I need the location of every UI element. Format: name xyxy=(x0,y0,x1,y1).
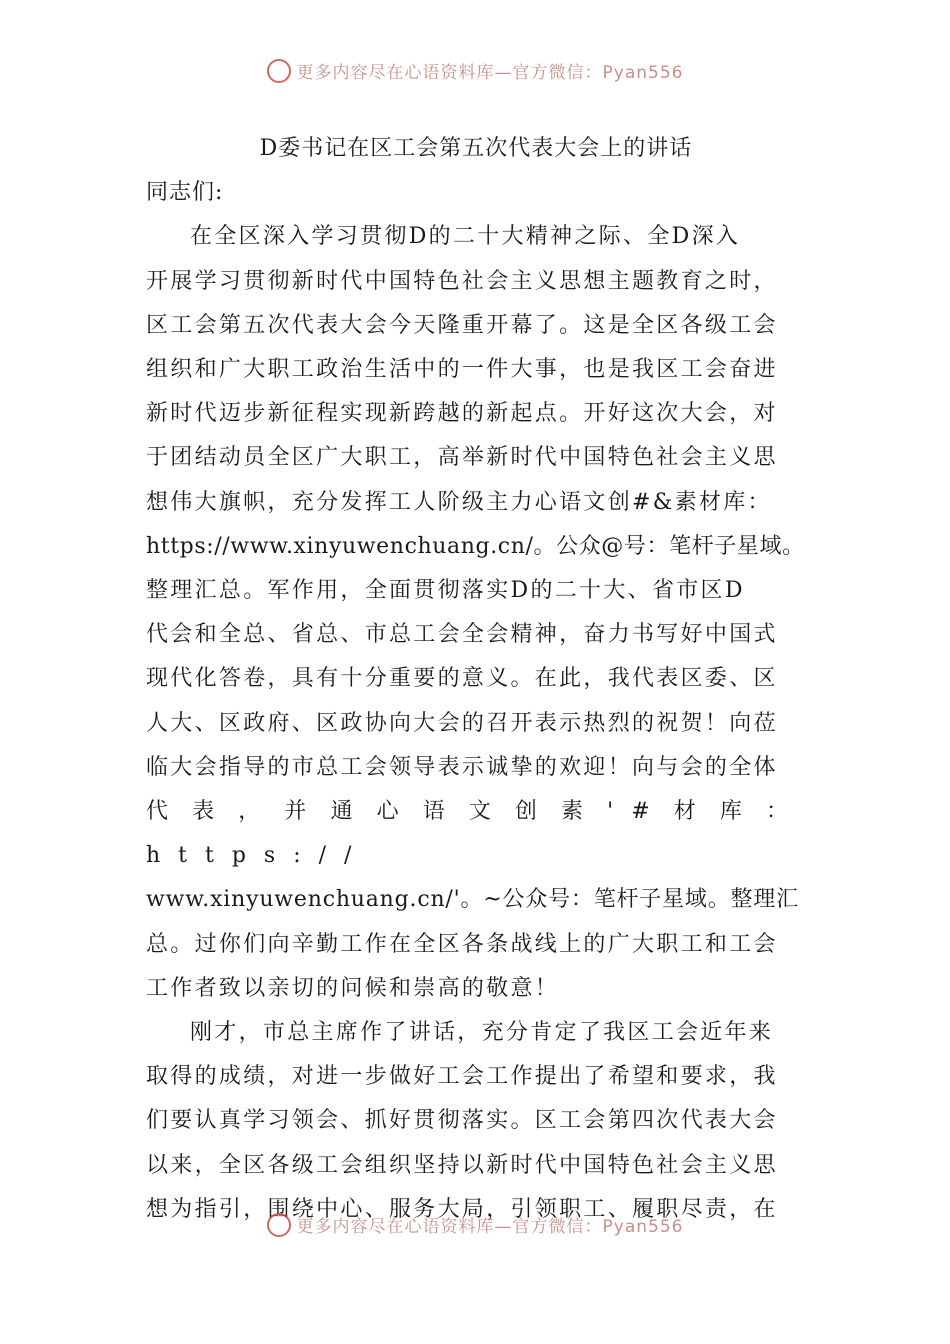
paragraph-line: 代表，并通心语文创素'#材库：https:// xyxy=(146,799,806,869)
paragraph-line: https://www.xinyuwenchuang.cn/。公众@号：笔杆子星域。 xyxy=(146,533,805,559)
header-watermark-text: 更多内容尽在心语资料库—官方微信：Pyan556 xyxy=(296,63,684,83)
paragraph-line: 新时代迈步新征程实现新跨越的新起点。开好这次大会，对 xyxy=(146,401,778,427)
paragraph-line: 想为指引，围绕中心、服务大局，引领职工、履职尽责，在 xyxy=(146,1196,778,1222)
document-body xyxy=(146,127,806,1232)
salutation: 同志们: xyxy=(146,180,224,206)
footer-watermark-text: 更多内容尽在心语资料库—官方微信：Pyan556 xyxy=(296,1217,684,1237)
paragraph-1 xyxy=(146,215,806,1011)
paragraph-line: 区工会第五次代表大会今天隆重开幕了。这是全区各级工会 xyxy=(146,312,778,338)
footer-watermark xyxy=(0,1212,950,1239)
paragraph-line: 现代化答卷，具有十分重要的意义。在此，我代表区委、区 xyxy=(146,666,778,692)
watermark-logo-icon xyxy=(267,1213,291,1237)
paragraph-line: 于团结动员全区广大职工，高举新时代中国特色社会主义思 xyxy=(146,445,778,471)
paragraph-2 xyxy=(146,1011,806,1232)
document-title: D委书记在区工会第五次代表大会上的讲话 xyxy=(259,136,693,161)
paragraph-line: 组织和广大职工政治生活中的一件大事，也是我区工会奋进 xyxy=(146,357,778,383)
paragraph-line: 代会和全总、省总、市总工会全会精神，奋力书写好中国式 xyxy=(146,622,778,648)
paragraph-line: 在全区深入学习贯彻D的二十大精神之际、全D深入 xyxy=(190,224,741,250)
paragraph-line: 以来，全区各级工会组织坚持以新时代中国特色社会主义思 xyxy=(146,1152,778,1178)
paragraph-line: 总。过你们向辛勤工作在全区各条战线上的广大职工和工会 xyxy=(146,931,778,957)
header-watermark xyxy=(0,58,950,85)
paragraph-line: 工作者致以亲切的问候和崇高的敬意！ xyxy=(146,975,560,1001)
watermark-logo-icon xyxy=(267,59,291,83)
paragraph-line: www.xinyuwenchuang.cn/'。~公众号：笔杆子星域。整理汇 xyxy=(146,887,799,913)
paragraph-line: 开展学习贯彻新时代中国特色社会主义思想主题教育之时， xyxy=(146,268,778,294)
paragraph-line: 刚才，市总主席作了讲话，充分肯定了我区工会近年来 xyxy=(190,1020,774,1046)
paragraph-line: 想伟大旗帜，充分发挥工人阶级主力心语文创#&素材库： xyxy=(146,489,772,515)
paragraph-line: 整理汇总。军作用，全面贯彻落实D的二十大、省市区D xyxy=(146,578,745,604)
paragraph-line: 人大、区政府、区政协向大会的召开表示热烈的祝贺！向莅 xyxy=(146,710,778,736)
paragraph-line: 临大会指导的市总工会领导表示诚挚的欢迎！向与会的全体 xyxy=(146,754,778,780)
paragraph-line: 们要认真学习领会、抓好贯彻落实。区工会第四次代表大会 xyxy=(146,1108,778,1134)
paragraph-line: 取得的成绩，对进一步做好工会工作提出了希望和要求，我 xyxy=(146,1064,778,1090)
